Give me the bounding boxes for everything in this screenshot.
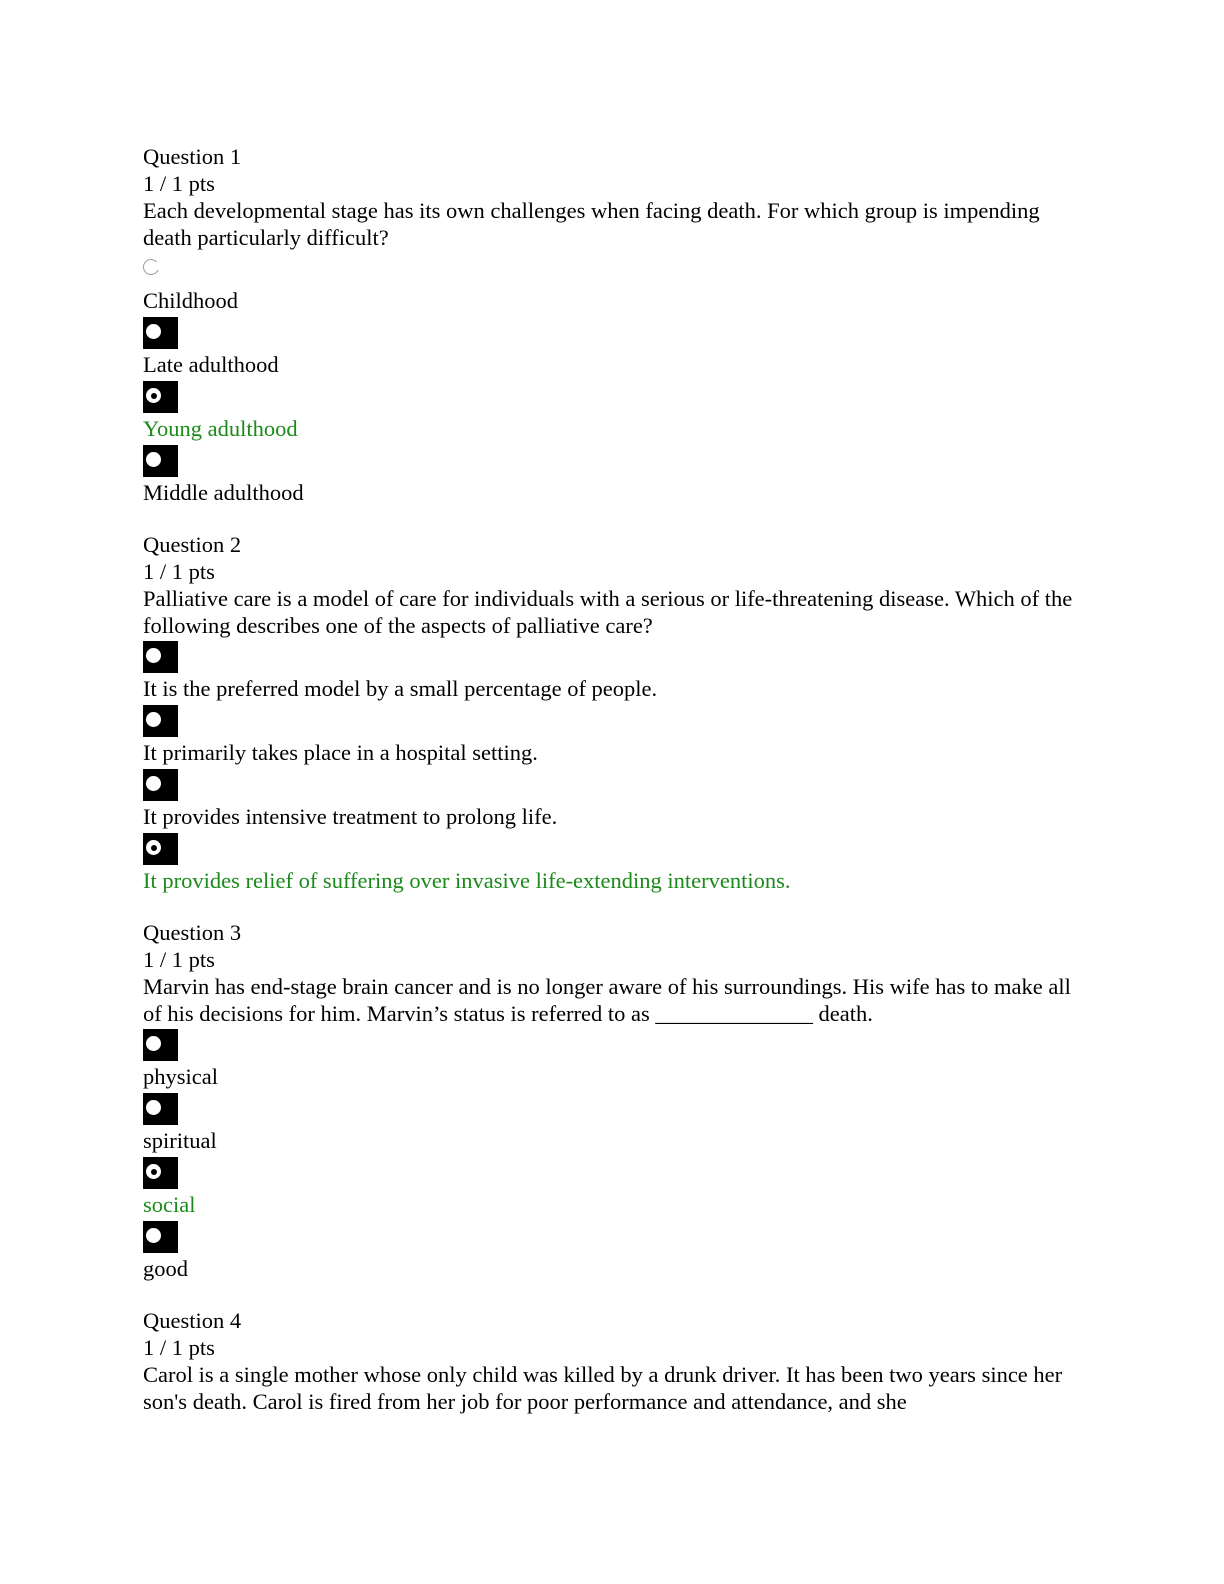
radio-icon[interactable] [143,705,178,737]
option-label: It is the preferred model by a small percentage of people. [143,676,658,701]
question-points: 1 / 1 pts [143,1335,215,1360]
question-title: Question 1 [143,144,242,169]
option-radio-selected[interactable] [143,831,1083,867]
radio-icon[interactable] [143,1093,178,1125]
option-label-correct: social [143,1192,196,1217]
option-radio[interactable] [143,703,1083,739]
radio-selected-icon[interactable] [143,1157,178,1189]
radio-icon[interactable] [143,259,159,275]
quiz-page [143,143,1083,1440]
option-radio[interactable] [143,251,1083,287]
radio-icon[interactable] [143,641,178,673]
radio-icon[interactable] [143,317,178,349]
option-label-correct: It provides relief of suffering over invasive life-extending interventions. [143,868,791,893]
question-title: Question 3 [143,920,242,945]
option-radio[interactable] [143,1027,1083,1063]
option-label: Middle adulthood [143,480,304,505]
option-radio[interactable] [143,443,1083,479]
option-radio-selected[interactable] [143,379,1083,415]
option-radio-selected[interactable] [143,1155,1083,1191]
option-label: spiritual [143,1128,217,1153]
radio-icon[interactable] [143,445,178,477]
question-text: Carol is a single mother whose only child was killed by a drunk driver. It has been two years since her son's death. Carol is fired from her job for poor performance and attendance, and she [143,1362,1063,1414]
option-radio[interactable] [143,767,1083,803]
question-text: Each developmental stage has its own challenges when facing death. For which group is impending death particularly difficult? [143,198,1040,250]
question-points: 1 / 1 pts [143,947,215,972]
question-2 [143,531,1083,894]
option-radio[interactable] [143,639,1083,675]
option-label: It provides intensive treatment to prolong life. [143,804,558,829]
option-label: good [143,1256,188,1281]
question-3 [143,919,1083,1282]
radio-icon[interactable] [143,1221,178,1253]
radio-selected-icon[interactable] [143,833,178,865]
option-radio[interactable] [143,1091,1083,1127]
radio-icon[interactable] [143,1029,178,1061]
option-radio[interactable] [143,1219,1083,1255]
option-label: It primarily takes place in a hospital setting. [143,740,538,765]
question-text: Marvin has end-stage brain cancer and is no longer aware of his surroundings. His wife has to make all of his decisions for him. Marvin’s status is referred to as ______________ death. [143,974,1071,1026]
option-label: physical [143,1064,218,1089]
question-1 [143,143,1083,506]
option-label-correct: Young adulthood [143,416,298,441]
question-4 [143,1307,1083,1415]
question-points: 1 / 1 pts [143,171,215,196]
option-label: Childhood [143,288,239,313]
question-title: Question 2 [143,532,242,557]
option-label: Late adulthood [143,352,279,377]
question-text: Palliative care is a model of care for individuals with a serious or life-threatening disease. Which of the following describes one of the aspects of palliative care? [143,586,1073,638]
question-points: 1 / 1 pts [143,559,215,584]
radio-icon[interactable] [143,769,178,801]
option-radio[interactable] [143,315,1083,351]
question-title: Question 4 [143,1308,242,1333]
radio-selected-icon[interactable] [143,381,178,413]
